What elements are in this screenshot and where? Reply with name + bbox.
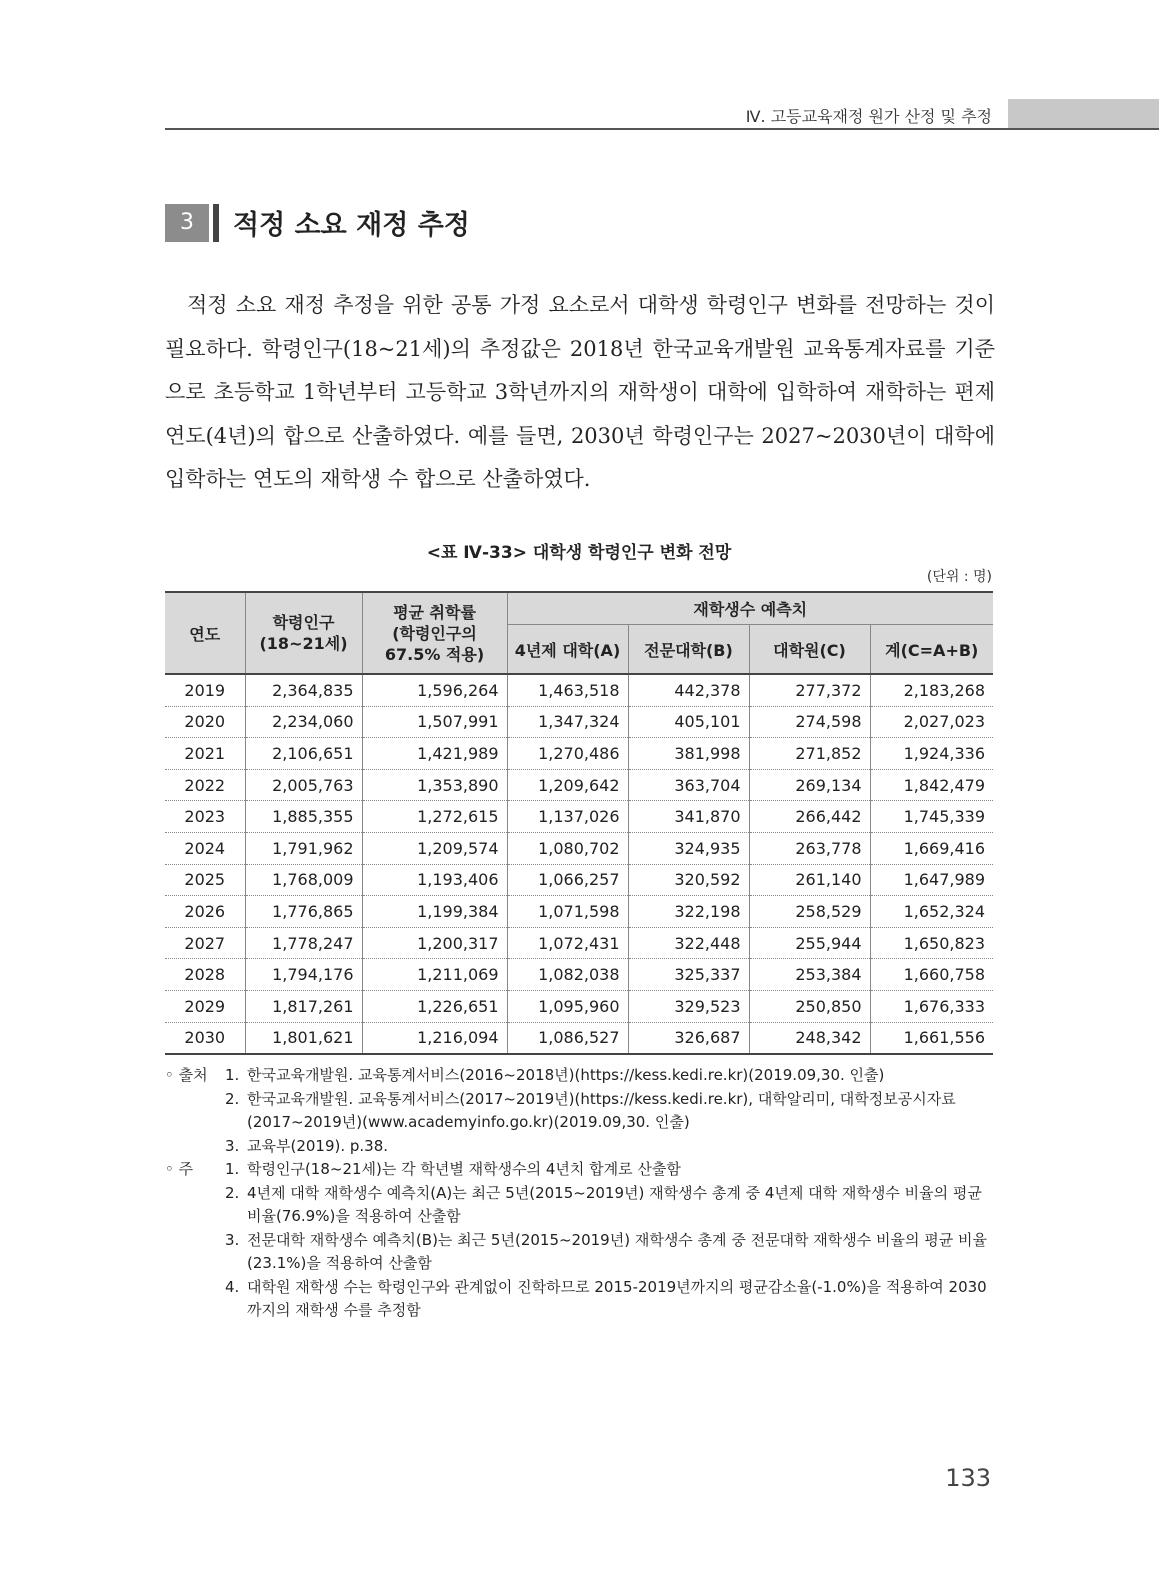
table-cell: 1,676,333	[870, 990, 993, 1022]
table-cell: 266,442	[749, 801, 870, 833]
table-cell: 2028	[165, 959, 245, 991]
table-cell: 326,687	[628, 1022, 749, 1054]
section-number-badge: 3	[165, 204, 209, 242]
table-caption: <표 Ⅳ-33> 대학생 학령인구 변화 전망	[426, 543, 732, 563]
notes-number: 1.	[225, 1160, 240, 1178]
header-grad: 대학원(C)	[749, 625, 870, 675]
table-cell: 1,193,406	[362, 864, 507, 896]
body-paragraph: 적정 소요 재정 추정을 위한 공통 가정 요소로서 대학생 학령인구 변화를 전망하는 것이 필요하다. 학령인구(18~21세)의 추정값은 2018년 한국교육개발원 교육통계자료를 기준으로 초등학교 1학년부터 고등학교 3학년까지의 재학생이 대학에 입학하여 재학하는 편제연도(4년)의 합으로 산출하였다. 예를 들면, 2030년 학령인구는 2027~2030년이 대학에 입학하는 연도의 재학생 수 합으로 산출하였다.	[165, 293, 995, 491]
table-cell: 1,226,651	[362, 990, 507, 1022]
sources-label	[165, 1135, 225, 1159]
table-cell: 1,745,339	[870, 801, 993, 833]
table-cell: 269,134	[749, 769, 870, 801]
table-cell: 320,592	[628, 864, 749, 896]
table-cell: 2027	[165, 927, 245, 959]
table-cell: 1,353,890	[362, 769, 507, 801]
table-row	[165, 990, 993, 1022]
table-cell: 1,768,009	[245, 864, 362, 896]
header-population: 학령인구 (18~21세)	[245, 592, 362, 674]
table-cell: 2021	[165, 738, 245, 770]
table-cell: 1,137,026	[507, 801, 628, 833]
table-cell: 2029	[165, 990, 245, 1022]
table-cell: 1,072,431	[507, 927, 628, 959]
table-cell: 2,027,023	[870, 706, 993, 738]
sources-text: 한국교육개발원. 교육통계서비스(2017~2019년)(https://kess.kedi.re.kr), 대학알리미, 대학정보공시자료(2017~2019년)(www.academyinfo.go.kr)(2019.09,30. 인출)	[247, 1089, 956, 1131]
table-cell: 1,463,518	[507, 674, 628, 706]
notes-text: 학령인구(18~21세)는 각 학년별 재학생수의 4년치 합계로 산출함	[247, 1160, 681, 1178]
table-cell: 1,199,384	[362, 896, 507, 928]
notes-number: 2.	[225, 1183, 240, 1202]
table-row	[165, 896, 993, 928]
table-row	[165, 864, 993, 896]
table-cell: 2023	[165, 801, 245, 833]
table-cell: 1,200,317	[362, 927, 507, 959]
table-cell: 1,209,574	[362, 832, 507, 864]
sources-number: 3.	[225, 1136, 240, 1155]
notes-item	[165, 1229, 995, 1276]
table-row	[165, 706, 993, 738]
table-cell: 2020	[165, 706, 245, 738]
table-cell: 1,270,486	[507, 738, 628, 770]
sources-item	[165, 1088, 995, 1135]
table-row	[165, 738, 993, 770]
notes-label	[165, 1229, 225, 1276]
table-cell: 1,082,038	[507, 959, 628, 991]
sources-item	[165, 1135, 995, 1159]
table-cell: 1,661,556	[870, 1022, 993, 1054]
table-cell: 1,596,264	[362, 674, 507, 706]
notes-number: 4.	[225, 1277, 240, 1296]
table-cell: 261,140	[749, 864, 870, 896]
table-cell: 1,817,261	[245, 990, 362, 1022]
table-cell: 1,066,257	[507, 864, 628, 896]
notes-label	[165, 1182, 225, 1229]
table-cell: 1,660,758	[870, 959, 993, 991]
table-row	[165, 769, 993, 801]
notes-text: 전문대학 재학생수 예측치(B)는 최근 5년(2015~2019년) 재학생수 총계 중 전문대학 재학생수 비율의 평균 비율(23.1%)을 적용하여 산출함	[247, 1230, 987, 1272]
table-cell: 1,801,621	[245, 1022, 362, 1054]
table-cell: 1,421,989	[362, 738, 507, 770]
table-cell: 1,650,823	[870, 927, 993, 959]
population-table	[165, 591, 993, 1055]
table-cell: 1,652,324	[870, 896, 993, 928]
table-cell: 1,095,960	[507, 990, 628, 1022]
header-enrollment: 평균 취학률 (학령인구의 67.5% 적용)	[362, 592, 507, 674]
notes-section	[165, 1064, 995, 1323]
section-heading	[165, 203, 470, 242]
notes-item	[165, 1276, 995, 1323]
sources-text: 교육부(2019). p.38.	[247, 1136, 389, 1155]
table-cell: 1,647,989	[870, 864, 993, 896]
header-gray-bar	[1008, 99, 1159, 129]
notes-item	[165, 1158, 995, 1182]
table-cell: 2019	[165, 674, 245, 706]
sources-label	[165, 1088, 225, 1135]
header-year: 연도	[165, 592, 245, 674]
table-row	[165, 674, 993, 706]
table-cell: 1,776,865	[245, 896, 362, 928]
table-cell: 1,669,416	[870, 832, 993, 864]
notes-text: 대학원 재학생 수는 학령인구와 관계없이 진학하므로 2015-2019년까지의 평균감소율(-1.0%)을 적용하여 2030까지의 재학생 수를 추정함	[247, 1277, 987, 1319]
table-row	[165, 832, 993, 864]
table-cell: 1,507,991	[362, 706, 507, 738]
section-title: 적정 소요 재정 추정	[233, 210, 470, 241]
table-cell: 381,998	[628, 738, 749, 770]
table-cell: 1,778,247	[245, 927, 362, 959]
header-univ: 4년제 대학(A)	[507, 625, 628, 675]
table-cell: 2026	[165, 896, 245, 928]
table-cell: 1,211,069	[362, 959, 507, 991]
table-cell: 2,234,060	[245, 706, 362, 738]
table-cell: 1,924,336	[870, 738, 993, 770]
table-cell: 363,704	[628, 769, 749, 801]
table-cell: 325,337	[628, 959, 749, 991]
table-cell: 1,071,598	[507, 896, 628, 928]
sources-item	[165, 1064, 995, 1088]
table-cell: 274,598	[749, 706, 870, 738]
table-cell: 442,378	[628, 674, 749, 706]
notes-text: 4년제 대학 재학생수 예측치(A)는 최근 5년(2015~2019년) 재학생수 총계 중 4년제 대학 재학생수 비율의 평균 비율(76.9%)을 적용하여 산출함	[247, 1183, 982, 1225]
table-cell: 1,080,702	[507, 832, 628, 864]
notes-label	[165, 1276, 225, 1323]
table-cell: 405,101	[628, 706, 749, 738]
table-cell: 2025	[165, 864, 245, 896]
notes-label: ◦ 주	[165, 1160, 194, 1178]
table-cell: 271,852	[749, 738, 870, 770]
chapter-header: Ⅳ. 고등교육재정 원가 산정 및 추정	[745, 107, 992, 126]
table-cell: 248,342	[749, 1022, 870, 1054]
header-college: 전문대학(B)	[628, 625, 749, 675]
table-cell: 1,209,642	[507, 769, 628, 801]
table-cell: 1,347,324	[507, 706, 628, 738]
table-cell: 1,794,176	[245, 959, 362, 991]
table-cell: 2022	[165, 769, 245, 801]
header-rule	[165, 128, 1159, 130]
sources-number: 2.	[225, 1089, 240, 1108]
table-cell: 1,842,479	[870, 769, 993, 801]
table-row	[165, 1022, 993, 1054]
table-row	[165, 801, 993, 833]
sources-label: ◦ 출처	[165, 1066, 208, 1084]
table-cell: 255,944	[749, 927, 870, 959]
notes-number: 3.	[225, 1230, 240, 1249]
table-cell: 258,529	[749, 896, 870, 928]
table-cell: 329,523	[628, 990, 749, 1022]
table-cell: 2,183,268	[870, 674, 993, 706]
table-row	[165, 959, 993, 991]
table-cell: 322,198	[628, 896, 749, 928]
table-cell: 1,272,615	[362, 801, 507, 833]
table-cell: 2024	[165, 832, 245, 864]
table-cell: 2,106,651	[245, 738, 362, 770]
table-unit: (단위 : 명)	[926, 569, 992, 585]
header-forecast: 재학생수 예측치	[507, 592, 993, 625]
table-cell: 250,850	[749, 990, 870, 1022]
table-cell: 322,448	[628, 927, 749, 959]
table-cell: 277,372	[749, 674, 870, 706]
header-total: 계(C=A+B)	[870, 625, 993, 675]
table-cell: 2,005,763	[245, 769, 362, 801]
table-cell: 1,086,527	[507, 1022, 628, 1054]
table-row	[165, 927, 993, 959]
table-cell: 324,935	[628, 832, 749, 864]
sources-text: 한국교육개발원. 교육통계서비스(2016~2018년)(https://kess.kedi.re.kr)(2019.09,30. 인출)	[247, 1066, 885, 1084]
page-number: 133	[945, 1464, 991, 1492]
table-cell: 2030	[165, 1022, 245, 1054]
notes-item	[165, 1182, 995, 1229]
table-cell: 1,216,094	[362, 1022, 507, 1054]
table-cell: 253,384	[749, 959, 870, 991]
table-cell: 263,778	[749, 832, 870, 864]
table-cell: 1,885,355	[245, 801, 362, 833]
table-cell: 2,364,835	[245, 674, 362, 706]
sources-number: 1.	[225, 1066, 240, 1084]
table-cell: 341,870	[628, 801, 749, 833]
section-bar	[213, 204, 219, 242]
table-cell: 1,791,962	[245, 832, 362, 864]
